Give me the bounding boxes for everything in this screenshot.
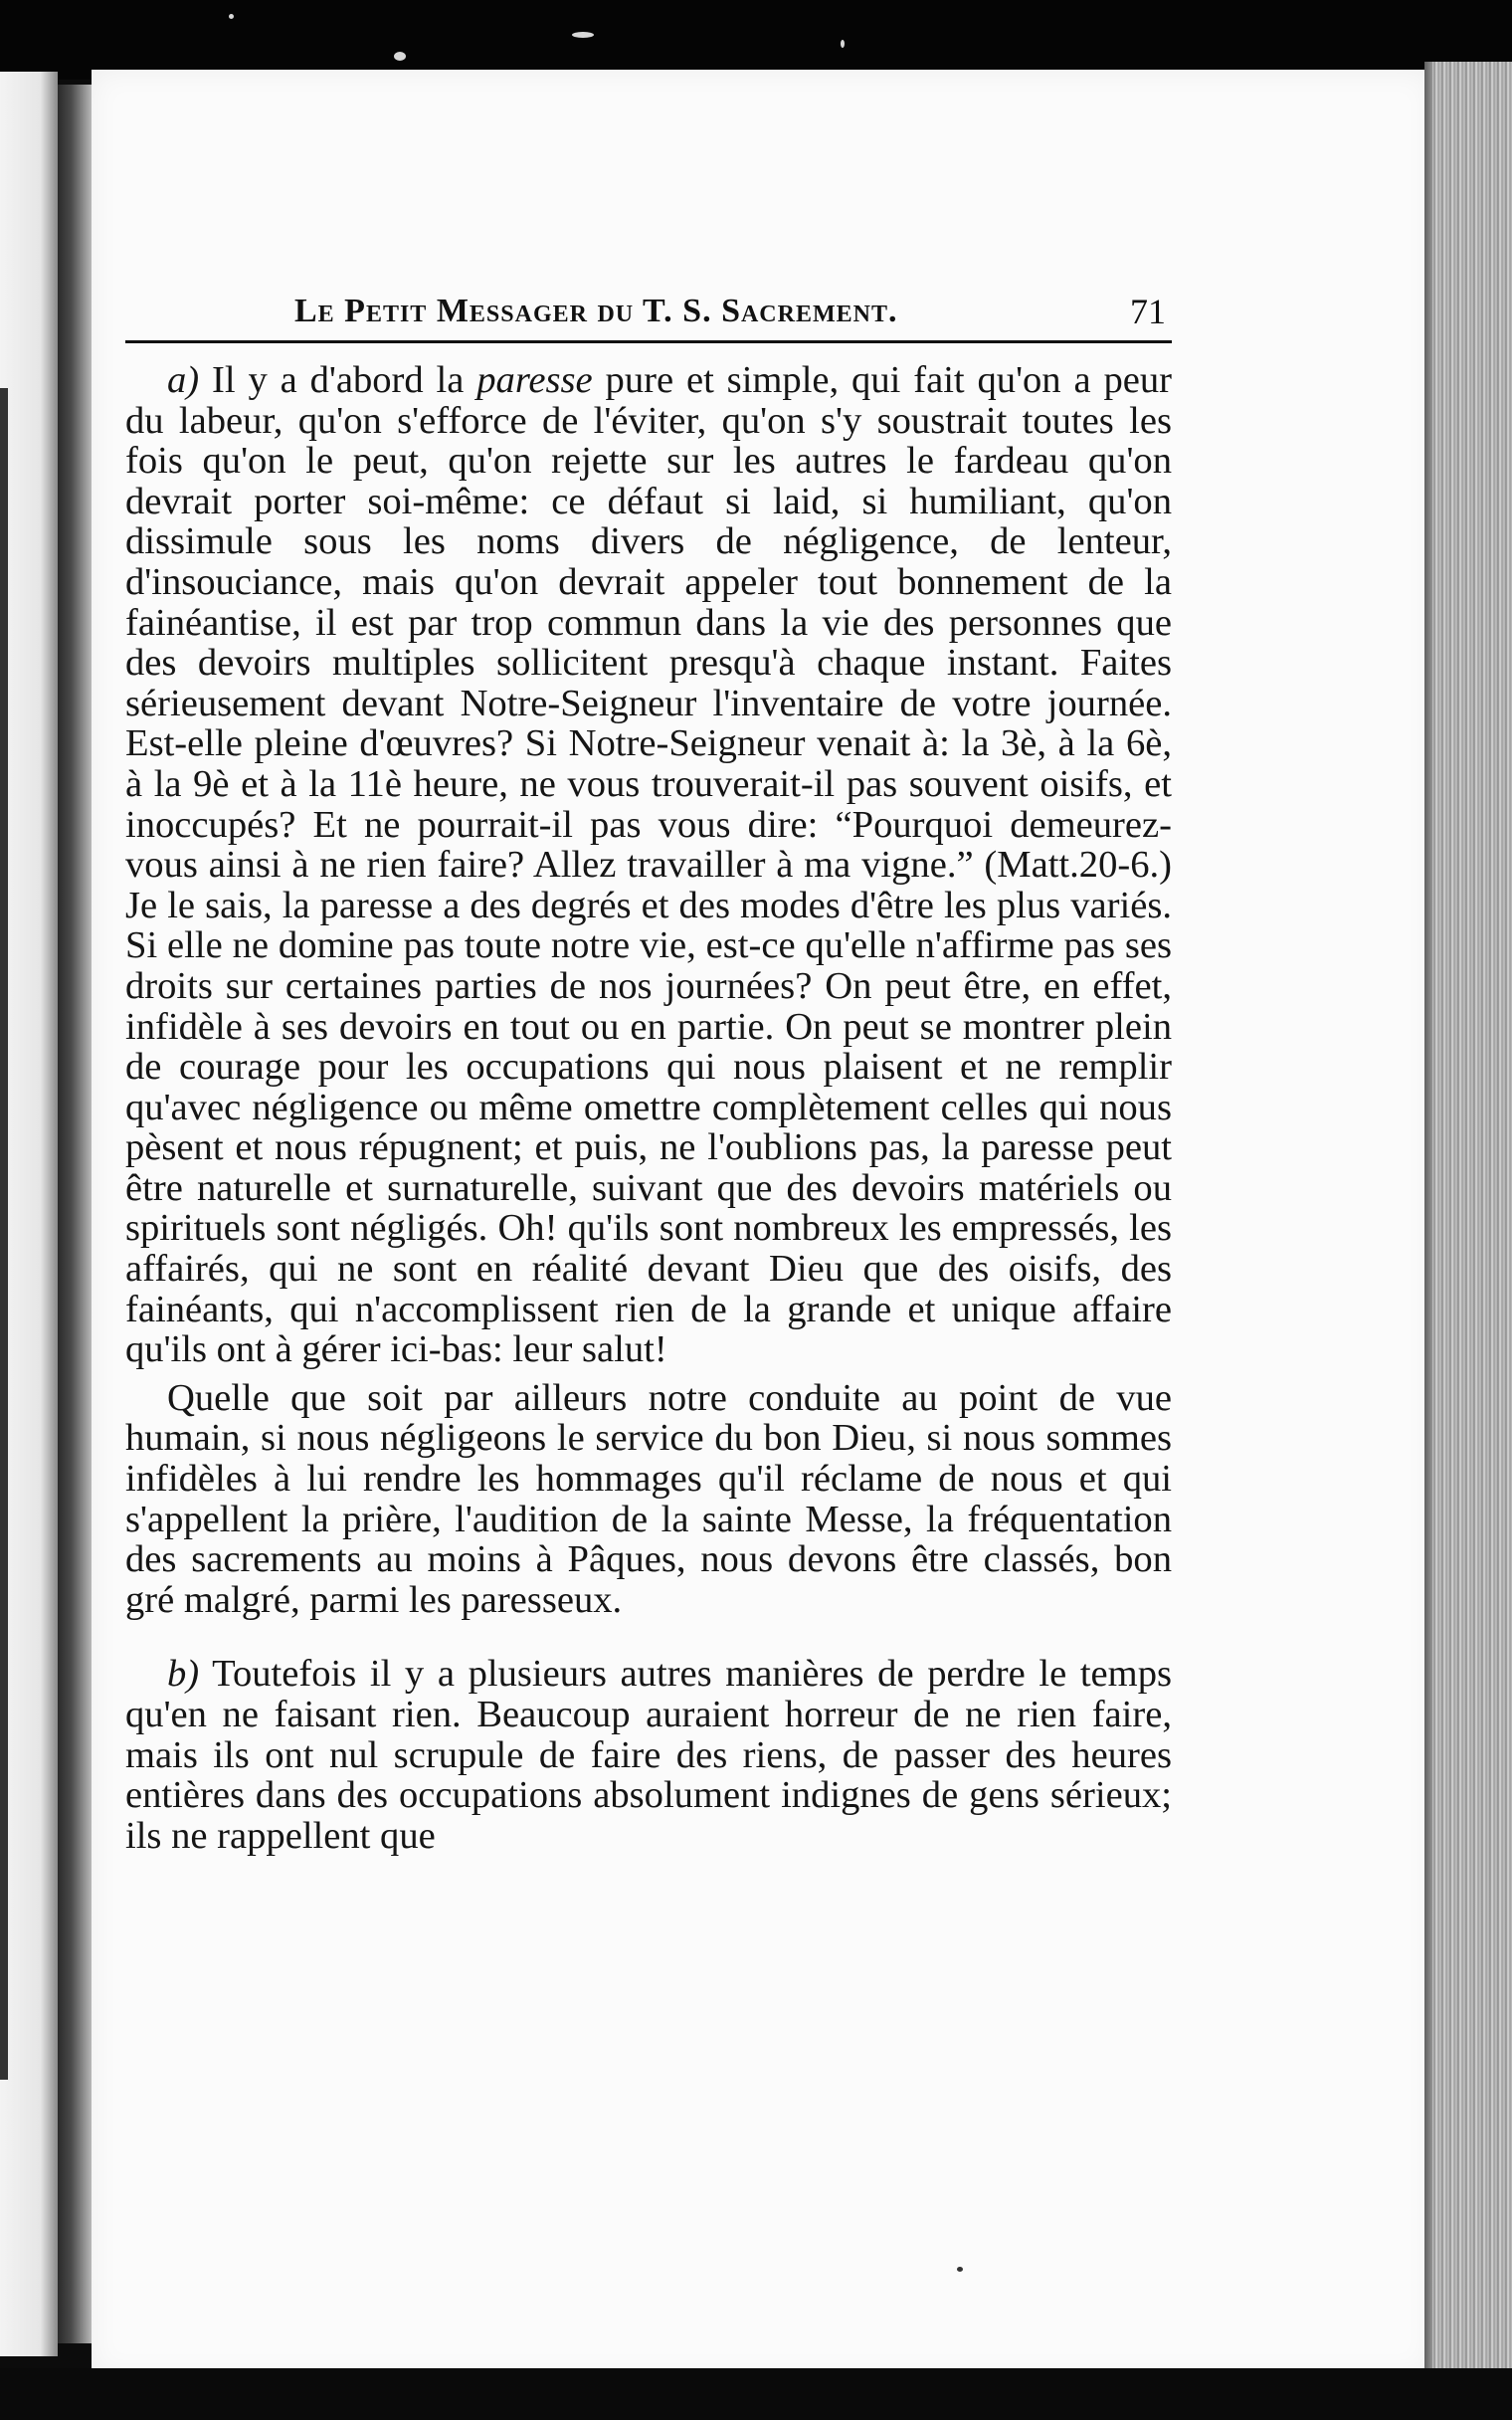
facing-page-edge <box>0 72 58 2356</box>
scan-bottom-border <box>0 2368 1512 2420</box>
dust-speck <box>841 40 845 48</box>
scan-top-border <box>0 0 1512 80</box>
facing-page-gutter-line <box>0 388 8 2080</box>
dust-speck <box>572 32 594 38</box>
paragraph-2: Quelle que soit par ailleurs notre conduite au point de vue humain, si nous négligeons le service du bon Dieu, si nous sommes infidèles à lui rendre les hommages qu'il réclame de nous et qui s'appellent la prière, l'audition de la sainte Messe, la fréquentation des sacrements au moins à Pâques, nous devons être classés, bon gré malgré, parmi les paresseux. <box>125 1376 1172 1621</box>
paragraph-a <box>125 360 1172 1370</box>
paragraph-b-label: b) <box>167 1653 200 1696</box>
header-title: Le Petit Messager du T. S. Sacrement. <box>294 293 898 329</box>
page-number: 71 <box>1130 292 1166 331</box>
paragraph-a-label: a) <box>167 359 200 401</box>
paragraph-b <box>125 1654 1172 1856</box>
paragraph-a-body: pure et simple, qui fait qu'on a peur du labeur, qu'on s'efforce de l'éviter, qu'on s'y soustrait toutes les fois qu'on le peut, qu'on rejette sur les autres le fardeau qu'on devrait porter soi-même: ce défaut si laid, si humiliant, qu'on dissimule sous les noms divers de négligence, de lenteur, d'insouciance, mais qu'on devrait appeler tout bonnement de la fainéantise, il est par trop commun dans la vie des personnes que des devoirs multiples sollicitent presqu'à chaque instant. Faites sérieusement devant Notre-Seigneur l'inventaire de votre journée. Est-elle pleine d'œuvres? Si Notre-Seigneur venait à: la 3è, à la 6è, à la 9è et à la 11è heure, ne vous trouverait-il pas souvent oisifs, et inoccupés? Et ne pourrait-il pas vous dire: “Pourquoi demeurez-vous ainsi à ne rien faire? Allez travailler à ma vigne.” (Matt.20-6.) Je le sais, la paresse a des degrés et des modes d'être les plus variés. Si elle ne domine pas toute notre vie, est-ce qu'elle n'affirme pas ses droits sur certaines parties de nos journées? On peut être, en effet, infidèle à ses devoirs en tout ou en partie. On peut se montrer plein de courage pour les occupations qui nous plaisent et ne remplir qu'avec négligence ou même omettre complètement celles qui nous pèsent et nous répugnent; et puis, ne l'oublions pas, la paresse peut être naturelle et surnaturelle, suivant que des devoirs matériels ou spirituels sont négligés. Oh! qu'ils sont nombreux les empressés, les affairés, qui ne sont en réalité devant Dieu que des oisifs, des fainéants, qui n'accomplissent rien de la grande et unique affaire qu'ils ont à gérer ici-bas: leur salut! <box>125 359 1173 1371</box>
body-text <box>125 360 1172 1856</box>
dust-speck <box>229 14 234 19</box>
dust-speck <box>394 52 406 61</box>
paragraph-a-emphasis: paresse <box>476 359 593 401</box>
running-header <box>125 289 1172 343</box>
ink-dot <box>957 2267 963 2272</box>
paragraph-a-lead: Il y a d'abord la <box>199 359 477 401</box>
stacked-page-edges <box>1432 62 1512 2390</box>
paragraph-b-body: Toutefois il y a plusieurs autres manières de perdre le temps qu'en ne faisant rien. Beaucoup auraient horreur de ne rien faire, mais ils ont nul scrupule de faire des riens, de passer des heures entières dans des occupations absolument indignes de gens sérieux; ils ne rappellent que <box>125 1653 1172 1857</box>
gutter-shadow <box>58 85 92 2343</box>
